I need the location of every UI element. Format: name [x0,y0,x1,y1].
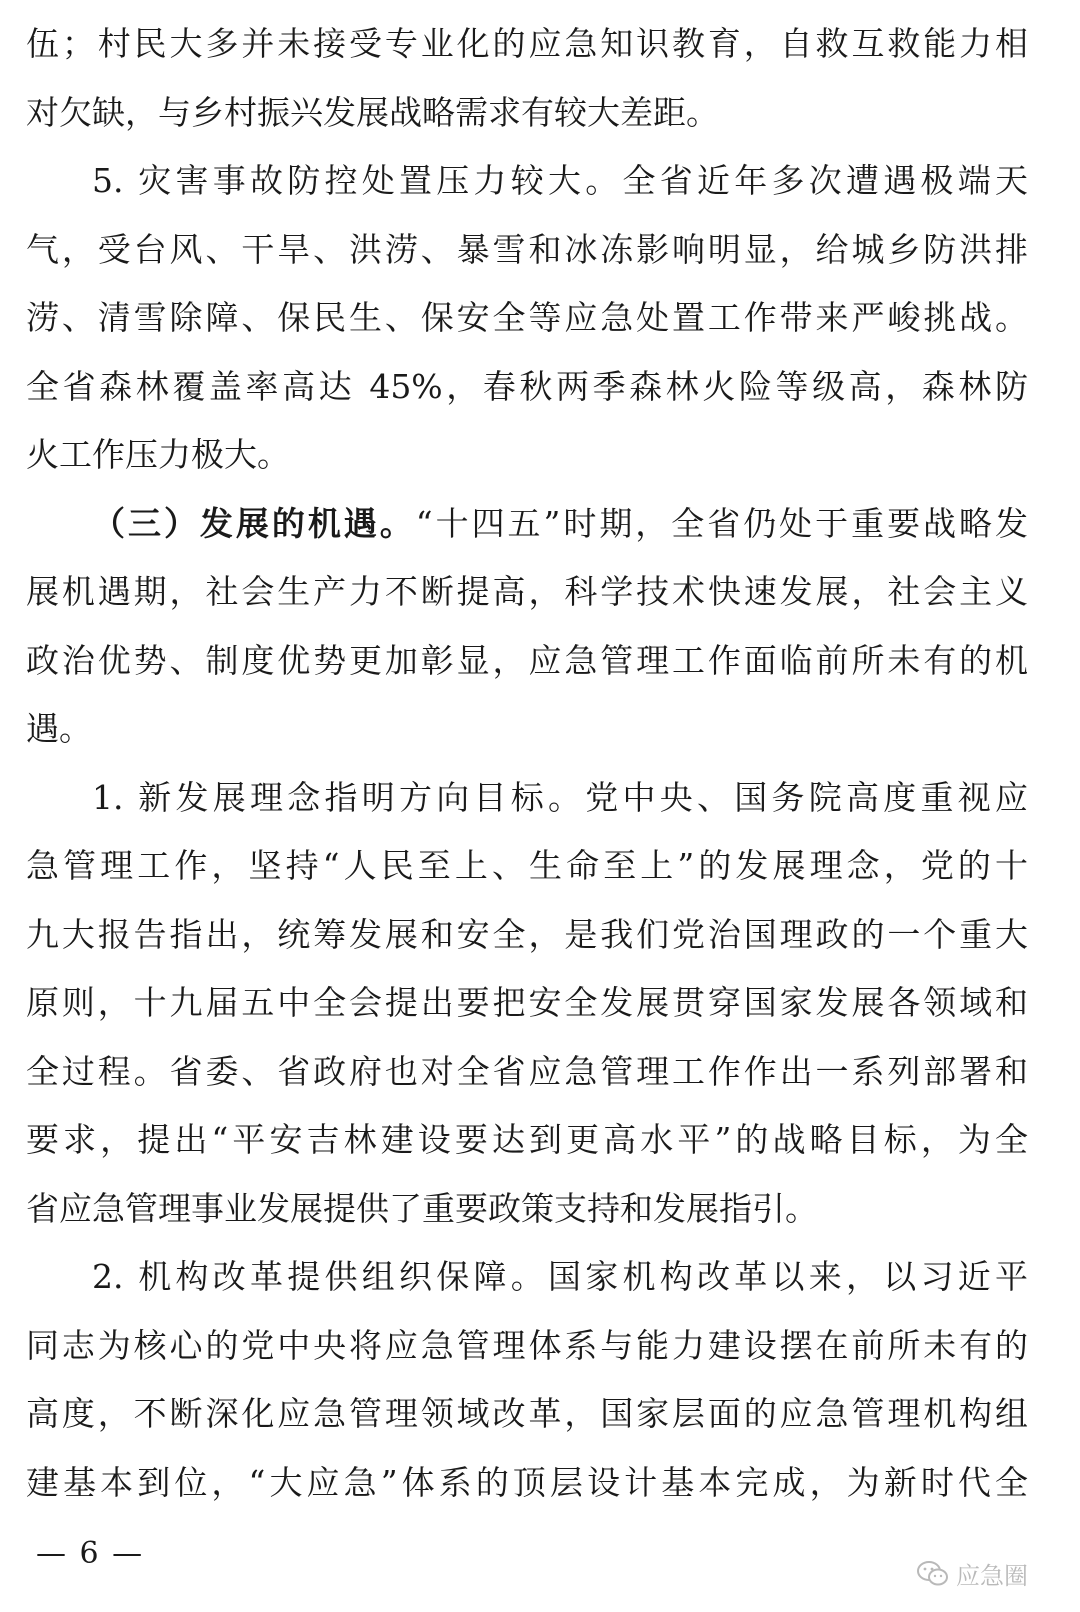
text-line: 急管理工作，坚持“人民至上、生命至上”的发展理念，党的十 [26,846,1028,885]
section-heading: （三）发展的机遇。 [92,503,416,543]
page-number: — 6 — [36,1536,145,1571]
text-line: 对欠缺，与乡村振兴发展战略需求有较大差距。 [26,92,719,132]
text-line: 全省森林覆盖率高达 45%，春秋两季森林火险等级高，森林防 [26,366,1028,406]
paragraph [26,1243,1028,1517]
text-line: 1. 新发展理念指明方向目标。党中央、国务院高度重视应 [92,777,1028,817]
wechat-icon [916,1560,950,1588]
text-line: 气，受台风、干旱、洪涝、暴雪和冰冻影响明显，给城乡防洪排 [26,229,1028,269]
text-line: 火工作压力极大。 [26,435,290,474]
text-line: 省应急管理事业发展提供了重要政策支持和发展指引。 [26,1188,818,1228]
text-line: 政治优势、制度优势更加彰显，应急管理工作面临前所未有的机 [26,640,1028,680]
text-line: 2. 机构改革提供组织保障。国家机构改革以来，以习近平 [92,1257,1028,1296]
text-line: 遇。 [26,709,92,748]
text-line: 5. 灾害事故防控处置压力较大。全省近年多次遭遇极端天 [92,161,1028,200]
text-line: 全过程。省委、省政府也对全省应急管理工作作出一系列部署和 [26,1051,1028,1091]
paragraph [26,764,1028,1244]
text-line [26,490,1028,559]
paragraph [26,490,1028,764]
text-line: 建基本到位，“大应急”体系的顶层设计基本完成，为新时代全 [26,1462,1028,1502]
text-line: 高度，不断深化应急管理领域改革，国家层面的应急管理机构组 [26,1394,1028,1433]
text-line: 涝、清雪除障、保民生、保安全等应急处置工作带来严峻挑战。 [26,298,1028,337]
text-line: 伍；村民大多并未接受专业化的应急知识教育，自救互救能力相 [26,24,1028,63]
watermark-label: 应急圈 [956,1562,1028,1590]
text-line: 展机遇期，社会生产力不断提高，科学技术快速发展，社会主义 [26,572,1028,611]
watermark [916,1556,1028,1591]
document-body [26,10,1028,1517]
text-line: 同志为核心的党中央将应急管理体系与能力建设摆在前所未有的 [26,1325,1028,1365]
paragraph [26,147,1028,490]
text-line: 要求，提出“平安吉林建设要达到更高水平”的战略目标，为全 [26,1120,1028,1159]
text-line: 九大报告指出，统筹发展和安全，是我们党治国理政的一个重大 [26,914,1028,954]
paragraph [26,10,1028,147]
text-fragment: “十四五”时期，全省仍处于重要战略发 [415,503,1028,543]
text-line: 原则，十九届五中全会提出要把安全发展贯穿国家发展各领域和 [26,983,1028,1022]
